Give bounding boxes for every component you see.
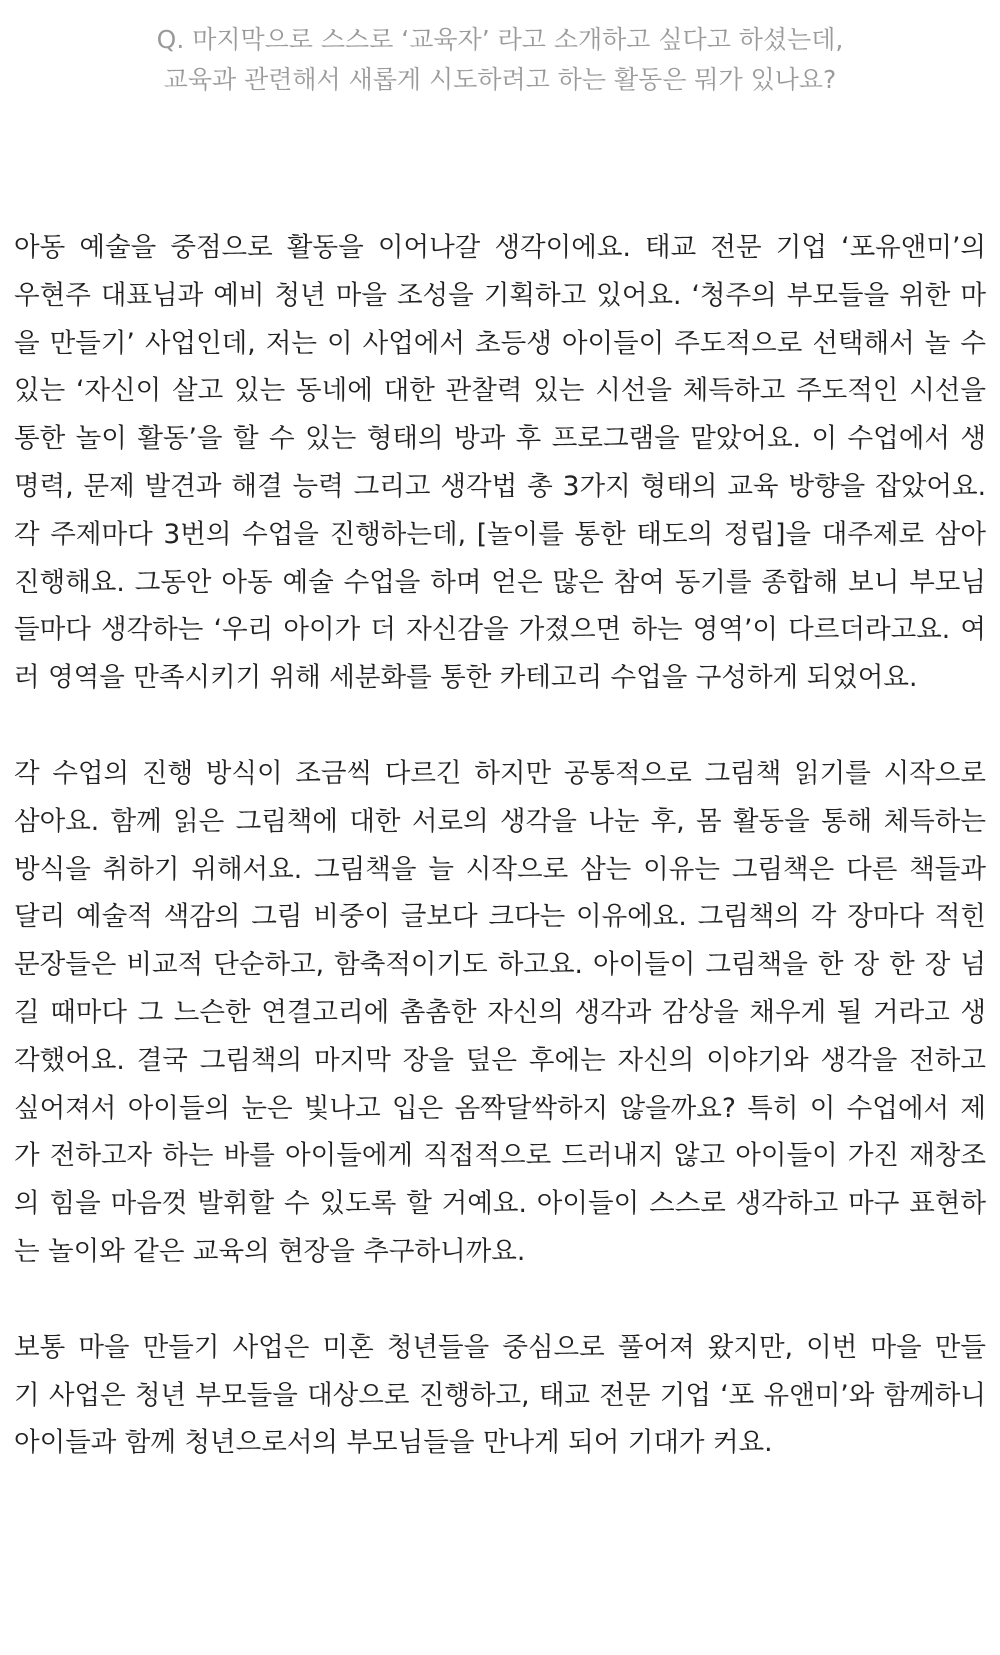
answer-line: 싶어져서 아이들의 눈은 빛나고 입은 옴짝달싹하지 않을까요? 특히 이 수업에서 제 (14, 1092, 986, 1124)
question-line: Q. 마지막으로 스스로 ‘교육자’ 라고 소개하고 싶다고 하셨는데, (156, 25, 844, 54)
question-line: 교육과 관련해서 새롭게 시도하려고 하는 활동은 뭐가 있나요? (163, 65, 837, 94)
answer-line: 각 수업의 진행 방식이 조금씩 다르긴 하지만 공통적으로 그림책 읽기를 시작으로 (14, 757, 986, 789)
interview-answer (14, 224, 986, 1515)
interview-question (0, 20, 1000, 100)
answer-line: 통한 놀이 활동’을 할 수 있는 형태의 방과 후 프로그램을 맡았어요. 이 수업에서 생 (14, 423, 986, 455)
answer-line: 을 만들기’ 사업인데, 저는 이 사업에서 초등생 아이들이 주도적으로 선택해서 놀 수 (14, 327, 986, 359)
answer-line: 아이들과 함께 청년으로서의 부모님들을 만나게 되어 기대가 커요. (14, 1427, 773, 1459)
answer-line: 가 전하고자 하는 바를 아이들에게 직접적으로 드러내지 않고 아이들이 가진 재창조 (14, 1140, 986, 1172)
answer-line: 보통 마을 만들기 사업은 미혼 청년들을 중심으로 풀어져 왔지만, 이번 마을 만들 (14, 1331, 986, 1363)
answer-paragraph-3 (14, 1324, 986, 1467)
answer-paragraph-1 (14, 224, 986, 702)
answer-line: 들마다 생각하는 ‘우리 아이가 더 자신감을 가졌으면 하는 영역’이 다르더라고요. 여 (14, 614, 986, 646)
answer-line: 기 사업은 청년 부모들을 대상으로 진행하고, 태교 전문 기업 ‘포 유앤미’와 함께하니 (14, 1379, 986, 1411)
answer-line: 진행해요. 그동안 아동 예술 수업을 하며 얻은 많은 참여 동기를 종합해 보니 부모님 (14, 566, 986, 598)
answer-line: 러 영역을 만족시키기 위해 세분화를 통한 카테고리 수업을 구성하게 되었어요. (14, 662, 918, 694)
answer-line: 문장들은 비교적 단순하고, 함축적이기도 하고요. 아이들이 그림책을 한 장 한 장 넘 (14, 949, 986, 981)
answer-line: 각했어요. 결국 그림책의 마지막 장을 덮은 후에는 자신의 이야기와 생각을 전하고 (14, 1044, 986, 1076)
answer-line: 아동 예술을 중점으로 활동을 이어나갈 생각이에요. 태교 전문 기업 ‘포유앤미’의 (14, 232, 986, 263)
answer-line: 각 주제마다 3번의 수업을 진행하는데, [놀이를 통한 태도의 정립]을 대주제로 삼아 (14, 518, 986, 550)
answer-line: 명력, 문제 발견과 해결 능력 그리고 생각법 총 3가지 형태의 교육 방향을 잡았어요. (14, 470, 986, 502)
answer-line: 삼아요. 함께 읽은 그림책에 대한 서로의 생각을 나눈 후, 몸 활동을 통해 체득하는 (14, 805, 986, 837)
answer-line: 우현주 대표님과 예비 청년 마을 조성을 기획하고 있어요. ‘청주의 부모들을 위한 마 (14, 279, 986, 311)
answer-line: 는 놀이와 같은 교육의 현장을 추구하니까요. (14, 1235, 526, 1267)
answer-line: 길 때마다 그 느슨한 연결고리에 촘촘한 자신의 생각과 감상을 채우게 될 거라고 생 (14, 996, 986, 1028)
answer-paragraph-2 (14, 750, 986, 1276)
answer-line: 의 힘을 마음껏 발휘할 수 있도록 할 거예요. 아이들이 스스로 생각하고 마구 표현하 (14, 1188, 986, 1220)
answer-line: 있는 ‘자신이 살고 있는 동네에 대한 관찰력 있는 시선을 체득하고 주도적인 시선을 (14, 375, 986, 407)
answer-line: 방식을 취하기 위해서요. 그림책을 늘 시작으로 삼는 이유는 그림책은 다른 책들과 (14, 853, 986, 885)
answer-line: 달리 예술적 색감의 그림 비중이 글보다 크다는 이유에요. 그림책의 각 장마다 적힌 (14, 901, 986, 933)
